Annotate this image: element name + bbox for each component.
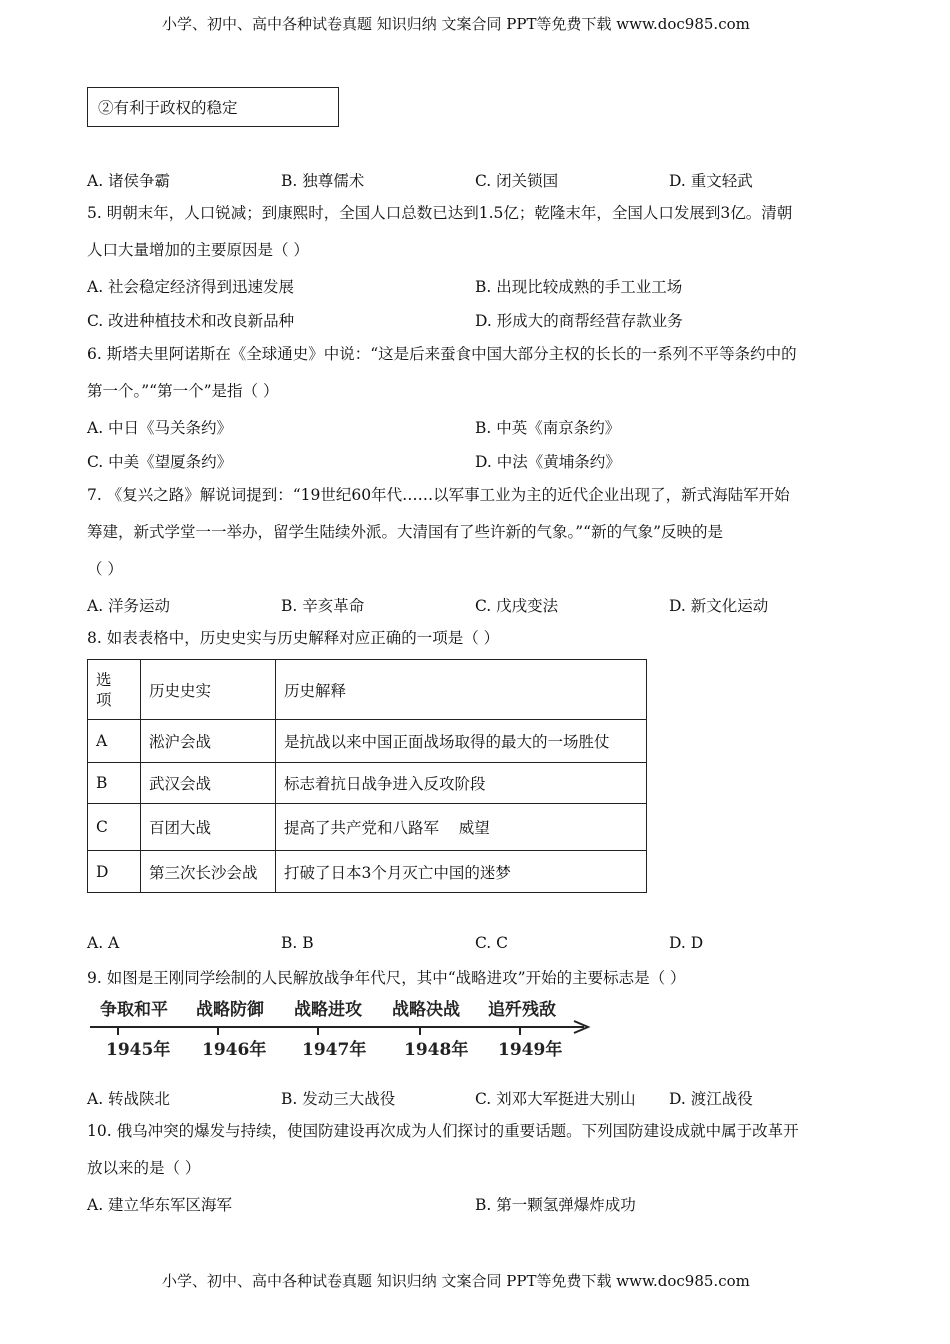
q4-option-d: D. 重文轻武 [669,172,753,190]
q7-option-b: B. 辛亥革命 [281,597,365,615]
q7-option-c: C. 戊戌变法 [475,597,559,615]
q6-option-a: A. 中日《马关条约》 [87,419,233,437]
q4-option-b: B. 独尊儒术 [281,172,365,190]
q10-stem-line2: 放以来的是（ ） [87,1159,201,1177]
q8-option-d: D. D [669,934,704,952]
timeline-stage: 战略防御 [196,1000,264,1020]
page-footer: 小学、初中、高中各种试卷真题 知识归纳 文案合同 PPT等免费下载 www.doc985.com [162,1272,750,1290]
table-cell: 是抗战以来中国正面战场取得的最大的一场胜仗 [276,720,647,763]
table-cell: 第三次长沙会战 [141,851,276,893]
q8-option-a: A. A [87,934,120,952]
q10-stem-line1: 10. 俄乌冲突的爆发与持续，使国防建设再次成为人们探讨的重要话题。下列国防建设成就中属于改革开 [87,1122,799,1140]
q5-stem-line2: 人口大量增加的主要原因是（ ） [87,241,309,259]
q7-stem-line3: （ ） [87,560,123,578]
timeline-year: 1949年 [498,1040,563,1060]
table-cell: 打破了日本3个月灭亡中国的迷梦 [276,851,647,893]
q5-option-d: D. 形成大的商帮经营存款业务 [475,312,683,330]
table-cell: A [88,720,141,763]
table-cell: C [88,804,141,851]
table-row [88,763,647,804]
page-header: 小学、初中、高中各种试卷真题 知识归纳 文案合同 PPT等免费下载 www.doc985.com [162,15,750,33]
timeline-stage: 争取和平 [100,1000,168,1020]
table-header-cell: 历史解释 [276,660,647,720]
timeline-stage: 追歼残敌 [488,1000,556,1020]
table-header-row [88,660,647,720]
history-table [87,659,647,893]
q8-option-b: B. B [281,934,314,952]
q5-option-b: B. 出现比较成熟的手工业工场 [475,278,683,296]
table-cell: 提高了共产党和八路军 威望 [276,804,647,851]
q6-stem-line2: 第一个。”“第一个”是指（ ） [87,382,279,400]
timeline-year: 1946年 [202,1040,267,1060]
timeline-year: 1948年 [404,1040,469,1060]
timeline-arrow [90,1017,600,1037]
timeline-stage: 战略进攻 [294,1000,362,1020]
table-row [88,720,647,763]
q6-option-d: D. 中法《黄埔条约》 [475,453,621,471]
q4-option-c: C. 闭关锁国 [475,172,559,190]
table-cell: 标志着抗日战争进入反攻阶段 [276,763,647,804]
q9-option-c: C. 刘邓大军挺进大别山 [475,1090,636,1108]
q9-option-b: B. 发动三大战役 [281,1090,396,1108]
q8-stem: 8. 如表表格中，历史史实与历史解释对应正确的一项是（ ） [87,629,500,647]
table-cell: 淞沪会战 [141,720,276,763]
table-cell: B [88,763,141,804]
q7-option-d: D. 新文化运动 [669,597,769,615]
statement-box [87,87,339,127]
table-row [88,804,647,851]
q7-option-a: A. 洋务运动 [87,597,171,615]
timeline-stage: 战略决战 [392,1000,460,1020]
q7-stem-line1: 7. 《复兴之路》解说词提到：“19世纪60年代……以军事工业为主的近代企业出现了，新式海陆军开始 [87,486,790,504]
timeline-year: 1945年 [106,1040,171,1060]
q10-option-a: A. 建立华东军区海军 [87,1196,233,1214]
timeline-year: 1947年 [302,1040,367,1060]
q7-stem-line2: 筹建，新式学堂一一举办，留学生陆续外派。大清国有了些许新的气象。”“新的气象”反映的是 [87,523,724,541]
statement-text: ②有利于政权的稳定 [98,99,238,117]
q6-option-b: B. 中英《南京条约》 [475,419,621,437]
q9-option-d: D. 渡江战役 [669,1090,753,1108]
q4-option-a: A. 诸侯争霸 [87,172,171,190]
q5-option-c: C. 改进种植技术和改良新品种 [87,312,295,330]
table-cell: 百团大战 [141,804,276,851]
q9-option-a: A. 转战陕北 [87,1090,171,1108]
table-row [88,851,647,893]
table-cell: 武汉会战 [141,763,276,804]
q10-option-b: B. 第一颗氢弹爆炸成功 [475,1196,636,1214]
q5-option-a: A. 社会稳定经济得到迅速发展 [87,278,295,296]
table-header-cell: 选项 [88,660,141,720]
q8-option-c: C. C [475,934,509,952]
q9-stem: 9. 如图是王刚同学绘制的人民解放战争年代尺，其中“战略进攻”开始的主要标志是（ ） [87,969,686,987]
q5-stem-line1: 5. 明朝末年，人口锐减；到康熙时，全国人口总数已达到1.5亿；乾隆末年，全国人口发展到3亿。清朝 [87,204,793,222]
table-header-cell: 历史史实 [141,660,276,720]
war-timeline-figure [90,995,600,1065]
q6-option-c: C. 中美《望厦条约》 [87,453,233,471]
q6-stem-line1: 6. 斯塔夫里阿诺斯在《全球通史》中说：“这是后来蚕食中国大部分主权的长长的一系列不平等条约中的 [87,345,797,363]
table-cell: D [88,851,141,893]
